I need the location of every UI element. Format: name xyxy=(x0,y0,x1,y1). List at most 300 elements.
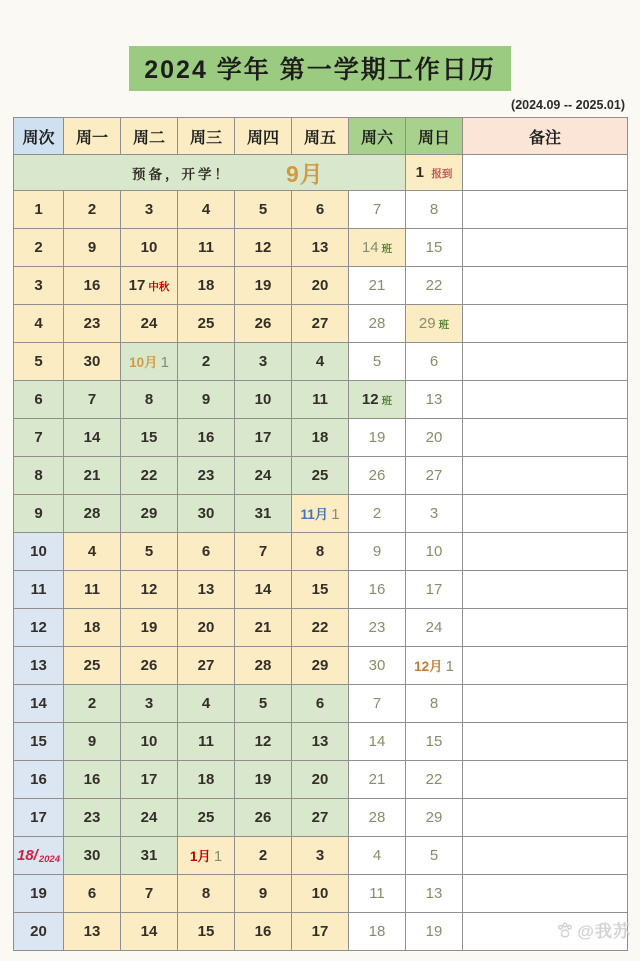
day-number: 13 xyxy=(425,390,443,408)
day-cell xyxy=(349,191,406,229)
day-cell xyxy=(349,343,406,381)
watermark xyxy=(556,917,631,942)
header-cell-4: 周四 xyxy=(235,118,292,155)
day-number: 11 xyxy=(30,580,47,598)
day-cell xyxy=(64,305,121,343)
day-number: 17 xyxy=(140,770,158,788)
remark-cell xyxy=(463,457,628,495)
day-number: 4 xyxy=(315,352,325,370)
remark-cell xyxy=(463,419,628,457)
day-number: 13 xyxy=(425,884,443,902)
day-number: 25 xyxy=(83,656,101,674)
header-cell-2: 周二 xyxy=(121,118,178,155)
day-number: 1 xyxy=(331,506,340,523)
day-number: 8 xyxy=(429,694,439,712)
date-range: (2024.09 -- 2025.01) xyxy=(511,98,625,112)
header-row xyxy=(14,118,628,155)
day-cell xyxy=(292,647,349,685)
day-cell xyxy=(178,229,235,267)
day-number: 7 xyxy=(34,428,43,446)
day-number: 6 xyxy=(315,694,325,712)
day-number: 6 xyxy=(34,390,43,408)
day-number: 26 xyxy=(140,656,158,674)
day-number: 29 xyxy=(418,314,436,332)
day-number: 27 xyxy=(311,314,329,332)
day-number: 4 xyxy=(201,694,211,712)
day-cell xyxy=(178,267,235,305)
year-sub-label: 2024 xyxy=(38,853,60,865)
day-number: 20 xyxy=(311,276,329,294)
day-number: 23 xyxy=(368,618,386,636)
remark-cell xyxy=(463,381,628,419)
day-cell xyxy=(121,723,178,761)
day-number: 11 xyxy=(198,732,214,750)
day-number: 8 xyxy=(144,390,154,408)
day-number: 5 xyxy=(258,694,268,712)
day-number: 19 xyxy=(368,428,386,446)
day-number: 4 xyxy=(201,200,211,218)
day-number: 10 xyxy=(140,732,158,750)
week-row xyxy=(14,419,628,457)
day-note: 中秋 xyxy=(148,280,170,293)
page-header xyxy=(0,0,640,91)
day-number: 12 xyxy=(140,580,158,598)
day-cell xyxy=(406,799,463,837)
remark-cell xyxy=(463,837,628,875)
day-cell xyxy=(235,191,292,229)
day-cell xyxy=(64,229,121,267)
day-number: 2 xyxy=(34,238,43,256)
school-start-note: 预备，开学！ xyxy=(132,166,231,182)
day-cell xyxy=(235,799,292,837)
day-cell xyxy=(292,267,349,305)
week-cell xyxy=(14,381,64,419)
day-cell xyxy=(178,533,235,571)
day-number: 14 xyxy=(83,428,101,446)
day-number: 11 xyxy=(84,580,100,598)
day-number: 21 xyxy=(368,770,386,788)
day-cell xyxy=(292,685,349,723)
september-month-label: 9月 xyxy=(286,161,324,187)
day-cell xyxy=(406,761,463,799)
day-number: 3 xyxy=(144,694,154,712)
remark-cell xyxy=(463,647,628,685)
day-number: 20 xyxy=(30,922,47,940)
day-cell xyxy=(64,913,121,951)
day-number: 5 xyxy=(34,352,43,370)
day-number: 29 xyxy=(311,656,329,674)
day-cell xyxy=(406,495,463,533)
day-cell xyxy=(292,533,349,571)
day-number: 1 xyxy=(445,658,454,675)
day-number: 28 xyxy=(368,808,386,826)
day-cell xyxy=(292,229,349,267)
day-cell xyxy=(178,837,235,875)
month-banner-inner xyxy=(14,156,405,189)
remark-cell xyxy=(463,571,628,609)
day-cell xyxy=(292,609,349,647)
day-number: 24 xyxy=(254,466,272,484)
day-number: 14 xyxy=(30,694,47,712)
day-cell xyxy=(349,571,406,609)
day-cell xyxy=(64,343,121,381)
day-cell xyxy=(349,723,406,761)
day-number: 23 xyxy=(83,808,101,826)
remark-cell xyxy=(463,533,628,571)
day-number: 26 xyxy=(254,314,272,332)
day-number: 23 xyxy=(197,466,215,484)
day-cell xyxy=(349,799,406,837)
day-number: 3 xyxy=(258,352,268,370)
week-row xyxy=(14,229,628,267)
day-cell xyxy=(235,533,292,571)
day-number: 26 xyxy=(368,466,386,484)
week-row xyxy=(14,267,628,305)
day-cell xyxy=(235,609,292,647)
day-number: 4 xyxy=(372,846,382,864)
day-number: 20 xyxy=(197,618,215,636)
day-cell xyxy=(349,647,406,685)
day-cell xyxy=(64,723,121,761)
day-cell xyxy=(64,837,121,875)
day-cell xyxy=(292,875,349,913)
day-cell xyxy=(406,191,463,229)
day-cell xyxy=(121,457,178,495)
day-number: 19 xyxy=(140,618,158,636)
day-number: 18/ xyxy=(17,846,38,864)
day-cell xyxy=(406,571,463,609)
day-number: 4 xyxy=(34,314,43,332)
day-cell xyxy=(235,837,292,875)
day-number: 30 xyxy=(83,352,101,370)
day-cell xyxy=(178,495,235,533)
day-number: 6 xyxy=(87,884,97,902)
report-note: 报到 xyxy=(431,167,453,180)
day-cell xyxy=(178,875,235,913)
day-number: 5 xyxy=(372,352,382,370)
day-cell xyxy=(178,761,235,799)
day-cell xyxy=(292,799,349,837)
remark-cell xyxy=(463,685,628,723)
day-cell xyxy=(64,419,121,457)
day-number: 22 xyxy=(425,770,443,788)
day-cell xyxy=(235,647,292,685)
day-number: 25 xyxy=(311,466,329,484)
week-cell xyxy=(14,571,64,609)
day-cell xyxy=(178,305,235,343)
day-number: 22 xyxy=(140,466,158,484)
day-number: 5 xyxy=(429,846,439,864)
day-number: 9 xyxy=(87,238,97,256)
day-cell xyxy=(64,761,121,799)
day-cell xyxy=(292,419,349,457)
day-cell xyxy=(64,875,121,913)
header-cell-3: 周三 xyxy=(178,118,235,155)
day-number: 18 xyxy=(83,618,101,636)
day-number: 5 xyxy=(144,542,154,560)
calendar-table xyxy=(13,117,628,951)
day-number: 16 xyxy=(254,922,272,940)
header-cell-0: 周次 xyxy=(14,118,64,155)
day-cell xyxy=(406,913,463,951)
month-start-label: 10月 xyxy=(129,355,158,370)
day-cell xyxy=(406,229,463,267)
day-cell xyxy=(406,685,463,723)
day-number: 8 xyxy=(315,542,325,560)
day-cell xyxy=(235,685,292,723)
day-number: 10 xyxy=(311,884,329,902)
day-cell xyxy=(406,875,463,913)
day-cell xyxy=(349,837,406,875)
day-number: 13 xyxy=(311,732,329,750)
day-cell xyxy=(349,305,406,343)
day-cell xyxy=(406,457,463,495)
day-cell xyxy=(121,495,178,533)
day-number: 16 xyxy=(83,276,101,294)
day-cell xyxy=(121,343,178,381)
day-cell xyxy=(235,229,292,267)
day-cell xyxy=(121,609,178,647)
day-number: 18 xyxy=(197,770,215,788)
day-cell xyxy=(406,267,463,305)
remark-cell xyxy=(463,609,628,647)
remark-cell xyxy=(463,229,628,267)
day-number: 18 xyxy=(197,276,215,294)
day-cell xyxy=(235,457,292,495)
day-number: 21 xyxy=(83,466,101,484)
day-number: 30 xyxy=(368,656,386,674)
header-cell-6: 周六 xyxy=(349,118,406,155)
week-cell xyxy=(14,875,64,913)
day-cell xyxy=(64,685,121,723)
day-number: 20 xyxy=(425,428,443,446)
day-cell xyxy=(121,381,178,419)
day-number: 10 xyxy=(425,542,443,560)
day-number: 19 xyxy=(425,922,443,940)
day-cell xyxy=(235,381,292,419)
week-cell xyxy=(14,837,64,875)
day-cell xyxy=(349,761,406,799)
day-number: 3 xyxy=(34,276,43,294)
week-row xyxy=(14,343,628,381)
day-cell xyxy=(121,533,178,571)
week-row xyxy=(14,457,628,495)
day-cell xyxy=(235,761,292,799)
week-cell xyxy=(14,609,64,647)
day-number: 13 xyxy=(30,656,47,674)
day-number: 22 xyxy=(425,276,443,294)
week-row xyxy=(14,191,628,229)
day-cell xyxy=(235,267,292,305)
day-cell xyxy=(349,533,406,571)
remark-cell xyxy=(463,267,628,305)
remark-cell xyxy=(463,875,628,913)
day-cell xyxy=(64,495,121,533)
remark-cell xyxy=(463,495,628,533)
day-number: 23 xyxy=(83,314,101,332)
day-number: 27 xyxy=(197,656,215,674)
week-cell xyxy=(14,533,64,571)
day-number: 2 xyxy=(258,846,268,864)
day-number: 30 xyxy=(83,846,101,864)
day-cell xyxy=(178,191,235,229)
day-number: 28 xyxy=(83,504,101,522)
day-number: 15 xyxy=(311,580,329,598)
paw-icon xyxy=(556,921,574,939)
day-number: 14 xyxy=(254,580,272,598)
day-cell xyxy=(349,267,406,305)
day-number: 2 xyxy=(87,200,97,218)
day-cell xyxy=(406,533,463,571)
day-cell xyxy=(235,419,292,457)
day-number: 14 xyxy=(140,922,158,940)
day-number: 8 xyxy=(429,200,439,218)
week-row xyxy=(14,495,628,533)
day-number: 25 xyxy=(197,314,215,332)
week-cell xyxy=(14,419,64,457)
day-cell xyxy=(121,419,178,457)
week-cell xyxy=(14,761,64,799)
day-note: 班 xyxy=(381,394,393,407)
day-number: 17 xyxy=(30,808,47,826)
day-cell xyxy=(292,571,349,609)
day-cell xyxy=(178,647,235,685)
week-row xyxy=(14,609,628,647)
day-cell xyxy=(349,609,406,647)
day-number: 12 xyxy=(30,618,47,636)
day-number: 14 xyxy=(368,732,386,750)
day-note: 班 xyxy=(381,242,393,255)
day-cell xyxy=(235,723,292,761)
week-cell xyxy=(14,685,64,723)
week-row xyxy=(14,723,628,761)
day-cell xyxy=(349,457,406,495)
report-day: 1 xyxy=(415,163,424,181)
day-cell xyxy=(406,381,463,419)
month-start-label: 12月 xyxy=(414,659,443,674)
day-number: 19 xyxy=(254,770,272,788)
day-number: 10 xyxy=(140,238,158,256)
sunday-report-cell xyxy=(406,155,463,191)
day-number: 17 xyxy=(128,276,146,294)
day-number: 15 xyxy=(425,238,443,256)
month-row xyxy=(14,155,628,191)
day-number: 2 xyxy=(372,504,382,522)
day-cell xyxy=(121,229,178,267)
day-cell xyxy=(121,647,178,685)
day-cell xyxy=(406,723,463,761)
day-cell xyxy=(64,381,121,419)
week-cell xyxy=(14,191,64,229)
day-cell xyxy=(349,913,406,951)
week-row xyxy=(14,305,628,343)
day-cell xyxy=(406,419,463,457)
week-row xyxy=(14,647,628,685)
day-cell xyxy=(349,875,406,913)
day-number: 7 xyxy=(372,694,382,712)
day-number: 12 xyxy=(254,238,272,256)
header-cell-5: 周五 xyxy=(292,118,349,155)
day-number: 28 xyxy=(368,314,386,332)
day-number: 21 xyxy=(368,276,386,294)
day-number: 18 xyxy=(368,922,386,940)
day-number: 20 xyxy=(311,770,329,788)
day-cell xyxy=(121,191,178,229)
day-number: 29 xyxy=(425,808,443,826)
week-row xyxy=(14,875,628,913)
day-number: 12 xyxy=(361,390,379,408)
day-cell xyxy=(64,571,121,609)
day-cell xyxy=(178,457,235,495)
day-cell xyxy=(349,229,406,267)
month-start-label: 1月 xyxy=(189,849,211,864)
day-cell xyxy=(235,343,292,381)
day-number: 30 xyxy=(197,504,215,522)
day-number: 26 xyxy=(254,808,272,826)
day-cell xyxy=(121,799,178,837)
week-row xyxy=(14,913,628,951)
day-number: 16 xyxy=(30,770,47,788)
day-number: 13 xyxy=(197,580,215,598)
day-number: 5 xyxy=(258,200,268,218)
day-number: 16 xyxy=(368,580,386,598)
day-cell xyxy=(292,191,349,229)
day-number: 15 xyxy=(197,922,215,940)
week-cell xyxy=(14,305,64,343)
day-cell xyxy=(64,267,121,305)
day-cell xyxy=(178,913,235,951)
day-number: 3 xyxy=(429,504,439,522)
day-number: 6 xyxy=(429,352,439,370)
day-number: 19 xyxy=(30,884,47,902)
day-number: 9 xyxy=(201,390,211,408)
day-cell xyxy=(121,305,178,343)
day-cell xyxy=(292,913,349,951)
week-cell xyxy=(14,343,64,381)
week-cell xyxy=(14,913,64,951)
header-cell-1: 周一 xyxy=(64,118,121,155)
day-cell xyxy=(349,495,406,533)
day-cell xyxy=(235,495,292,533)
week-cell xyxy=(14,799,64,837)
week-row xyxy=(14,381,628,419)
day-number: 7 xyxy=(258,542,268,560)
day-cell xyxy=(406,609,463,647)
day-number: 8 xyxy=(201,884,211,902)
day-number: 15 xyxy=(30,732,47,750)
day-number: 15 xyxy=(425,732,443,750)
day-cell xyxy=(121,267,178,305)
day-number: 24 xyxy=(425,618,443,636)
day-cell xyxy=(292,343,349,381)
day-number: 21 xyxy=(254,618,272,636)
day-number: 12 xyxy=(254,732,272,750)
day-number: 9 xyxy=(372,542,382,560)
day-number: 16 xyxy=(197,428,215,446)
day-cell xyxy=(406,343,463,381)
day-number: 1 xyxy=(34,200,43,218)
remark-cell xyxy=(463,191,628,229)
day-cell xyxy=(121,571,178,609)
day-cell xyxy=(178,685,235,723)
day-cell xyxy=(64,457,121,495)
week-row xyxy=(14,761,628,799)
remark-cell xyxy=(463,723,628,761)
remark-cell xyxy=(463,343,628,381)
day-number: 9 xyxy=(258,884,268,902)
day-cell xyxy=(178,799,235,837)
week-row xyxy=(14,533,628,571)
